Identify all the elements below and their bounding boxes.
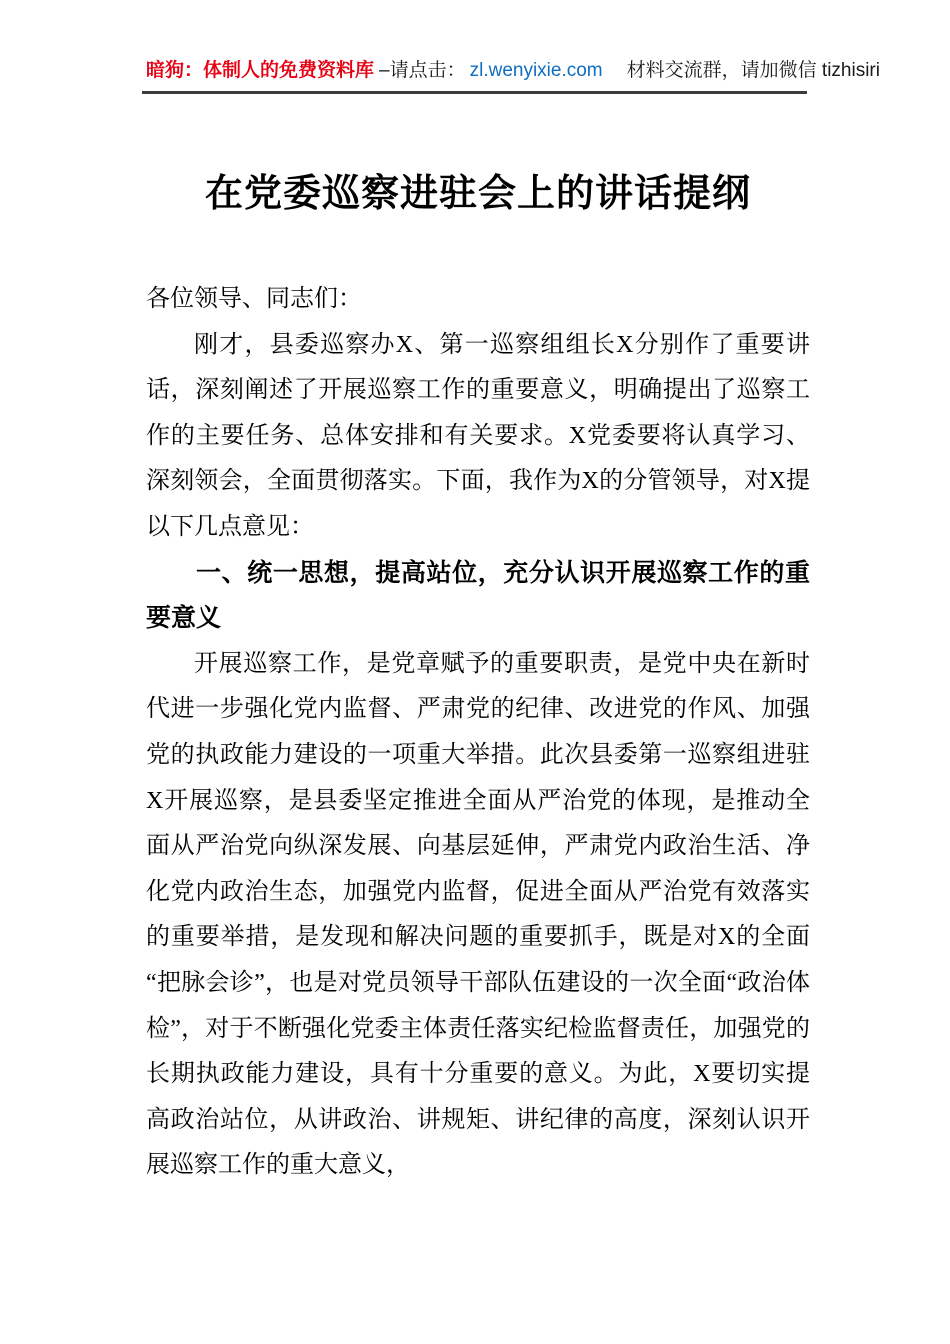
document-title: 在党委巡察进驻会上的讲话提纲 (204, 173, 751, 215)
document-body (146, 277, 810, 1189)
section-heading: 一、统一思想，提高站位，充分认识开展巡察工作的重要意义 (146, 558, 810, 633)
banner-site-link[interactable]: zl.wenyixie.com (469, 60, 603, 81)
header-divider (142, 91, 807, 94)
banner-site-name: 暗狗：体制人的免费资料库 (146, 60, 375, 81)
document-page (146, 172, 810, 1189)
banner-wechat-note: 材料交流群，请加微信 tizhisiri (626, 60, 880, 81)
promo-banner (146, 57, 880, 84)
paragraph: 刚才，县委巡察办X、第一巡察组组长X分别作了重要讲话，深刻阐述了开展巡察工作的重要意义，明确提出了巡察工作的主要任务、总体安排和有关要求。X党委要将认真学习、深刻领会，全面贯彻落实。下面，我作为X的分管领导，对X提以下几点意见： (146, 331, 810, 540)
paragraph: 开展巡察工作，是党章赋予的重要职责，是党中央在新时代进一步强化党内监督、严肃党的纪律、改进党的作风、加强党的执政能力建设的一项重大举措。此次县委第一巡察组进驻X开展巡察，是县委坚定推进全面从严治党的体现，是推动全面从严治党向纵深发展、向基层延伸，严肃党内政治生活、净化党内政治生态，加强党内监督，促进全面从严治党有效落实的重要举措，是发现和解决问题的重要抓手，既是对X的全面“把脉会诊”，也是对党员领导干部队伍建设的一次全面“政治体检”，对于不断强化党委主体责任落实纪检监督责任，加强党的长期执政能力建设，具有十分重要的意义。为此，X要切实提高政治站位，从讲政治、讲规矩、讲纪律的高度，深刻认识开展巡察工作的重大意义， (146, 650, 810, 1179)
banner-click-prompt: –请点击： (379, 60, 466, 81)
paragraph: 各位领导、同志们： (146, 286, 362, 312)
